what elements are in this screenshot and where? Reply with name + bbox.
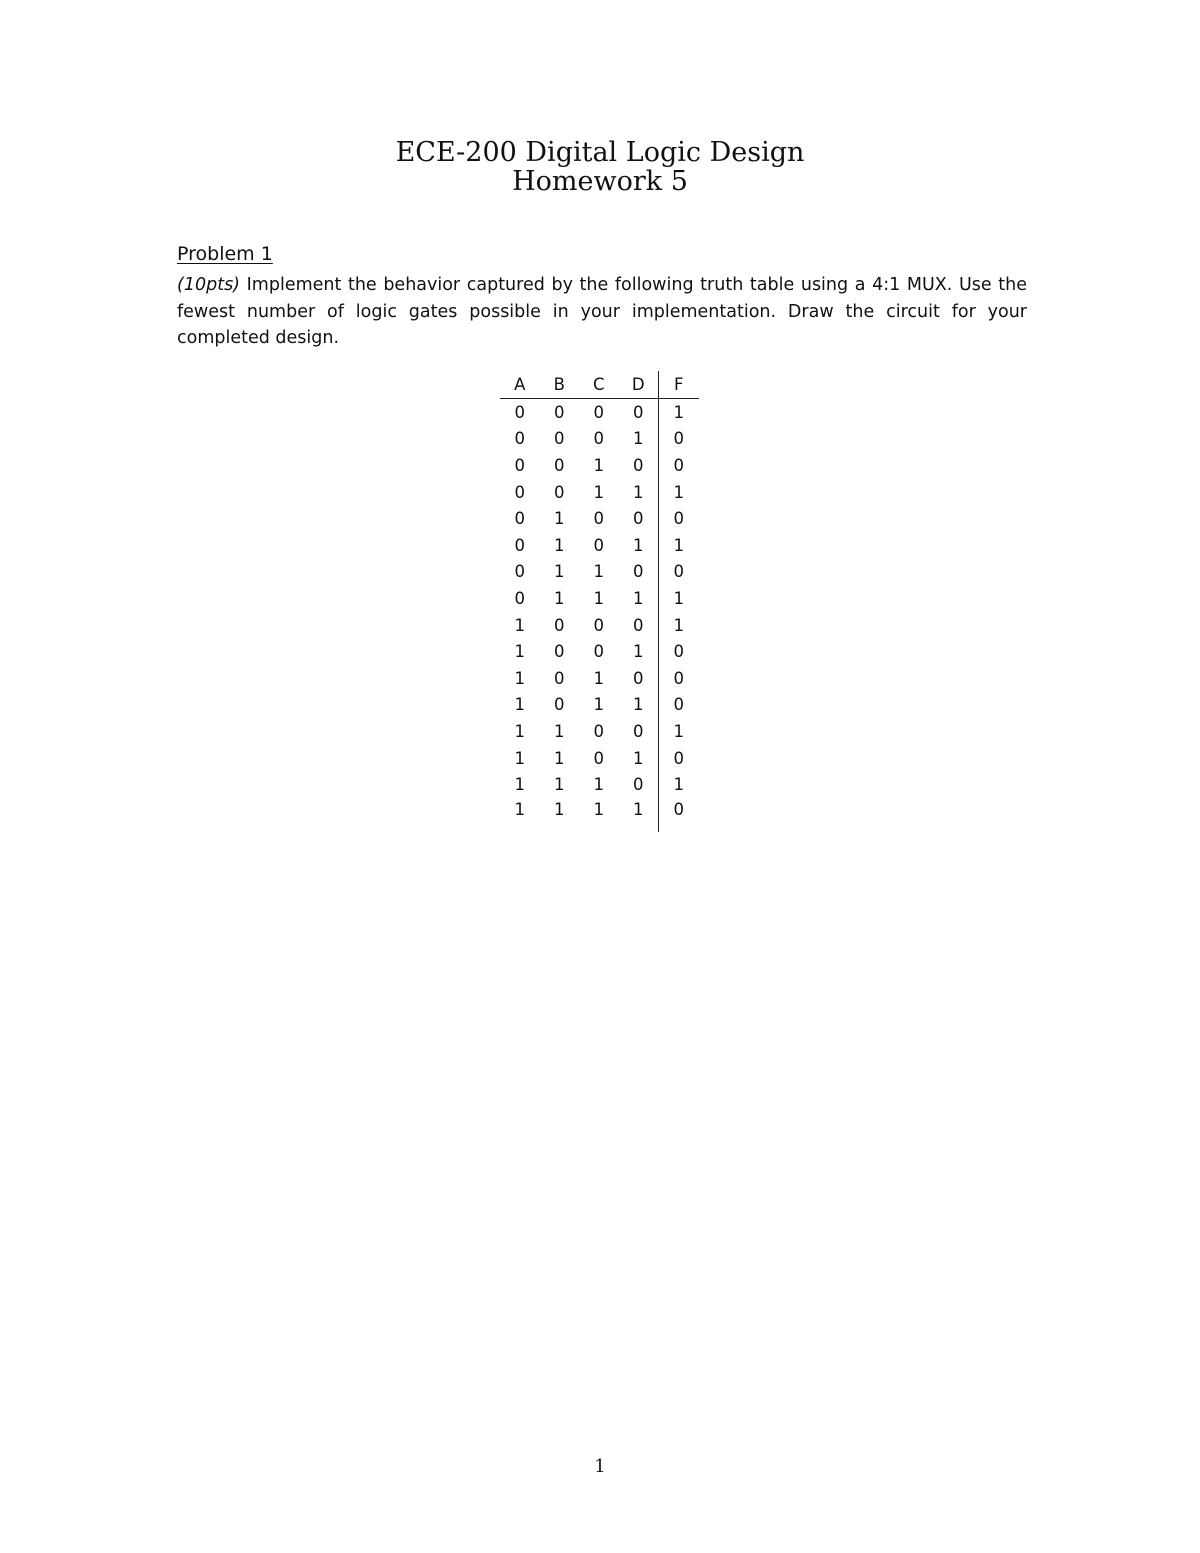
input-cell: 0 xyxy=(514,429,525,449)
input-cell: 0 xyxy=(554,482,565,502)
input-cell: 0 xyxy=(633,668,644,688)
output-cell: 0 xyxy=(659,452,699,479)
output-cell: 1 xyxy=(659,399,699,426)
problem-points: (10pts) xyxy=(177,275,241,295)
input-cell: 1 xyxy=(633,535,644,555)
output-cell: 1 xyxy=(659,532,699,559)
input-cell: 0 xyxy=(633,615,644,635)
table-row xyxy=(500,718,699,745)
output-cell: 0 xyxy=(659,745,699,772)
input-cell: 1 xyxy=(514,695,525,715)
input-cell: 1 xyxy=(593,455,604,475)
input-cell: 1 xyxy=(554,775,565,795)
input-cell: 1 xyxy=(514,775,525,795)
input-cell: 0 xyxy=(593,402,604,422)
input-cell: 0 xyxy=(593,509,604,529)
output-cell: 1 xyxy=(659,479,699,506)
input-cell: 1 xyxy=(593,695,604,715)
input-cell: 0 xyxy=(593,429,604,449)
table-row xyxy=(500,692,699,719)
output-cell: 0 xyxy=(659,798,699,832)
input-cell: 1 xyxy=(633,642,644,662)
input-cell: 1 xyxy=(633,482,644,502)
input-cell: 0 xyxy=(593,721,604,741)
output-cell: 0 xyxy=(659,692,699,719)
input-cell: 1 xyxy=(514,799,525,819)
input-cell: 0 xyxy=(633,402,644,422)
column-header-a: A xyxy=(500,371,540,399)
input-cell: 1 xyxy=(593,799,604,819)
input-cell: 1 xyxy=(514,748,525,768)
input-cell: 0 xyxy=(633,455,644,475)
output-cell: 1 xyxy=(659,612,699,639)
input-cell: 0 xyxy=(633,775,644,795)
problem-text: Implement the behavior captured by the following truth table using a 4:1 MUX. Use the fewest number of logic gates possible in your implementation. Draw the circuit for your completed design. xyxy=(177,275,1027,348)
input-cell: 0 xyxy=(554,455,565,475)
problem-statement xyxy=(177,272,1027,352)
column-header-f: F xyxy=(659,371,699,399)
input-cell: 0 xyxy=(593,535,604,555)
input-cell: 0 xyxy=(554,668,565,688)
input-cell: 1 xyxy=(514,615,525,635)
column-header-d: D xyxy=(619,371,659,399)
input-cell: 1 xyxy=(554,799,565,819)
problem-heading: Problem 1 xyxy=(177,243,273,265)
input-cell: 0 xyxy=(514,535,525,555)
input-cell: 1 xyxy=(633,695,644,715)
output-cell: 0 xyxy=(659,426,699,453)
input-cell: 0 xyxy=(514,588,525,608)
table-row xyxy=(500,585,699,612)
output-cell: 0 xyxy=(659,559,699,586)
input-cell: 1 xyxy=(593,775,604,795)
input-cell: 0 xyxy=(514,509,525,529)
input-cell: 1 xyxy=(633,799,644,819)
input-cell: 1 xyxy=(593,482,604,502)
input-cell: 0 xyxy=(593,748,604,768)
input-cell: 1 xyxy=(554,562,565,582)
input-cell: 1 xyxy=(554,588,565,608)
table-row xyxy=(500,399,699,426)
input-cell: 1 xyxy=(554,509,565,529)
output-cell: 0 xyxy=(659,505,699,532)
input-cell: 1 xyxy=(554,748,565,768)
title-line-course: ECE-200 Digital Logic Design xyxy=(395,137,805,168)
input-cell: 1 xyxy=(633,588,644,608)
input-cell: 1 xyxy=(593,588,604,608)
table-row xyxy=(500,426,699,453)
truth-table-body xyxy=(500,399,699,832)
table-row xyxy=(500,612,699,639)
input-cell: 1 xyxy=(554,721,565,741)
table-row xyxy=(500,505,699,532)
table-row xyxy=(500,745,699,772)
input-cell: 0 xyxy=(633,562,644,582)
table-row xyxy=(500,479,699,506)
truth-table xyxy=(500,371,699,832)
input-cell: 0 xyxy=(593,615,604,635)
input-cell: 0 xyxy=(514,455,525,475)
input-cell: 0 xyxy=(554,695,565,715)
input-cell: 0 xyxy=(633,509,644,529)
input-cell: 1 xyxy=(593,668,604,688)
input-cell: 0 xyxy=(554,402,565,422)
input-cell: 1 xyxy=(554,535,565,555)
table-row xyxy=(500,638,699,665)
input-cell: 1 xyxy=(633,748,644,768)
column-header-c: C xyxy=(579,371,619,399)
output-cell: 0 xyxy=(659,665,699,692)
input-cell: 0 xyxy=(514,482,525,502)
input-cell: 0 xyxy=(554,642,565,662)
input-cell: 0 xyxy=(554,429,565,449)
input-cell: 0 xyxy=(514,562,525,582)
page-number: 1 xyxy=(594,1456,606,1477)
table-row xyxy=(500,532,699,559)
input-cell: 1 xyxy=(514,642,525,662)
input-cell: 1 xyxy=(633,429,644,449)
table-row xyxy=(500,665,699,692)
output-cell: 1 xyxy=(659,585,699,612)
input-cell: 1 xyxy=(514,721,525,741)
table-row xyxy=(500,559,699,586)
title-line-homework: Homework 5 xyxy=(512,166,688,197)
document-title xyxy=(0,138,1200,196)
table-row xyxy=(500,452,699,479)
truth-table-header-row xyxy=(500,371,699,399)
table-row xyxy=(500,798,699,832)
input-cell: 0 xyxy=(593,642,604,662)
input-cell: 1 xyxy=(514,668,525,688)
output-cell: 1 xyxy=(659,718,699,745)
column-header-b: B xyxy=(540,371,580,399)
output-cell: 1 xyxy=(659,771,699,798)
input-cell: 0 xyxy=(633,721,644,741)
input-cell: 0 xyxy=(554,615,565,635)
output-cell: 0 xyxy=(659,638,699,665)
input-cell: 1 xyxy=(593,562,604,582)
table-row xyxy=(500,771,699,798)
input-cell: 0 xyxy=(514,402,525,422)
